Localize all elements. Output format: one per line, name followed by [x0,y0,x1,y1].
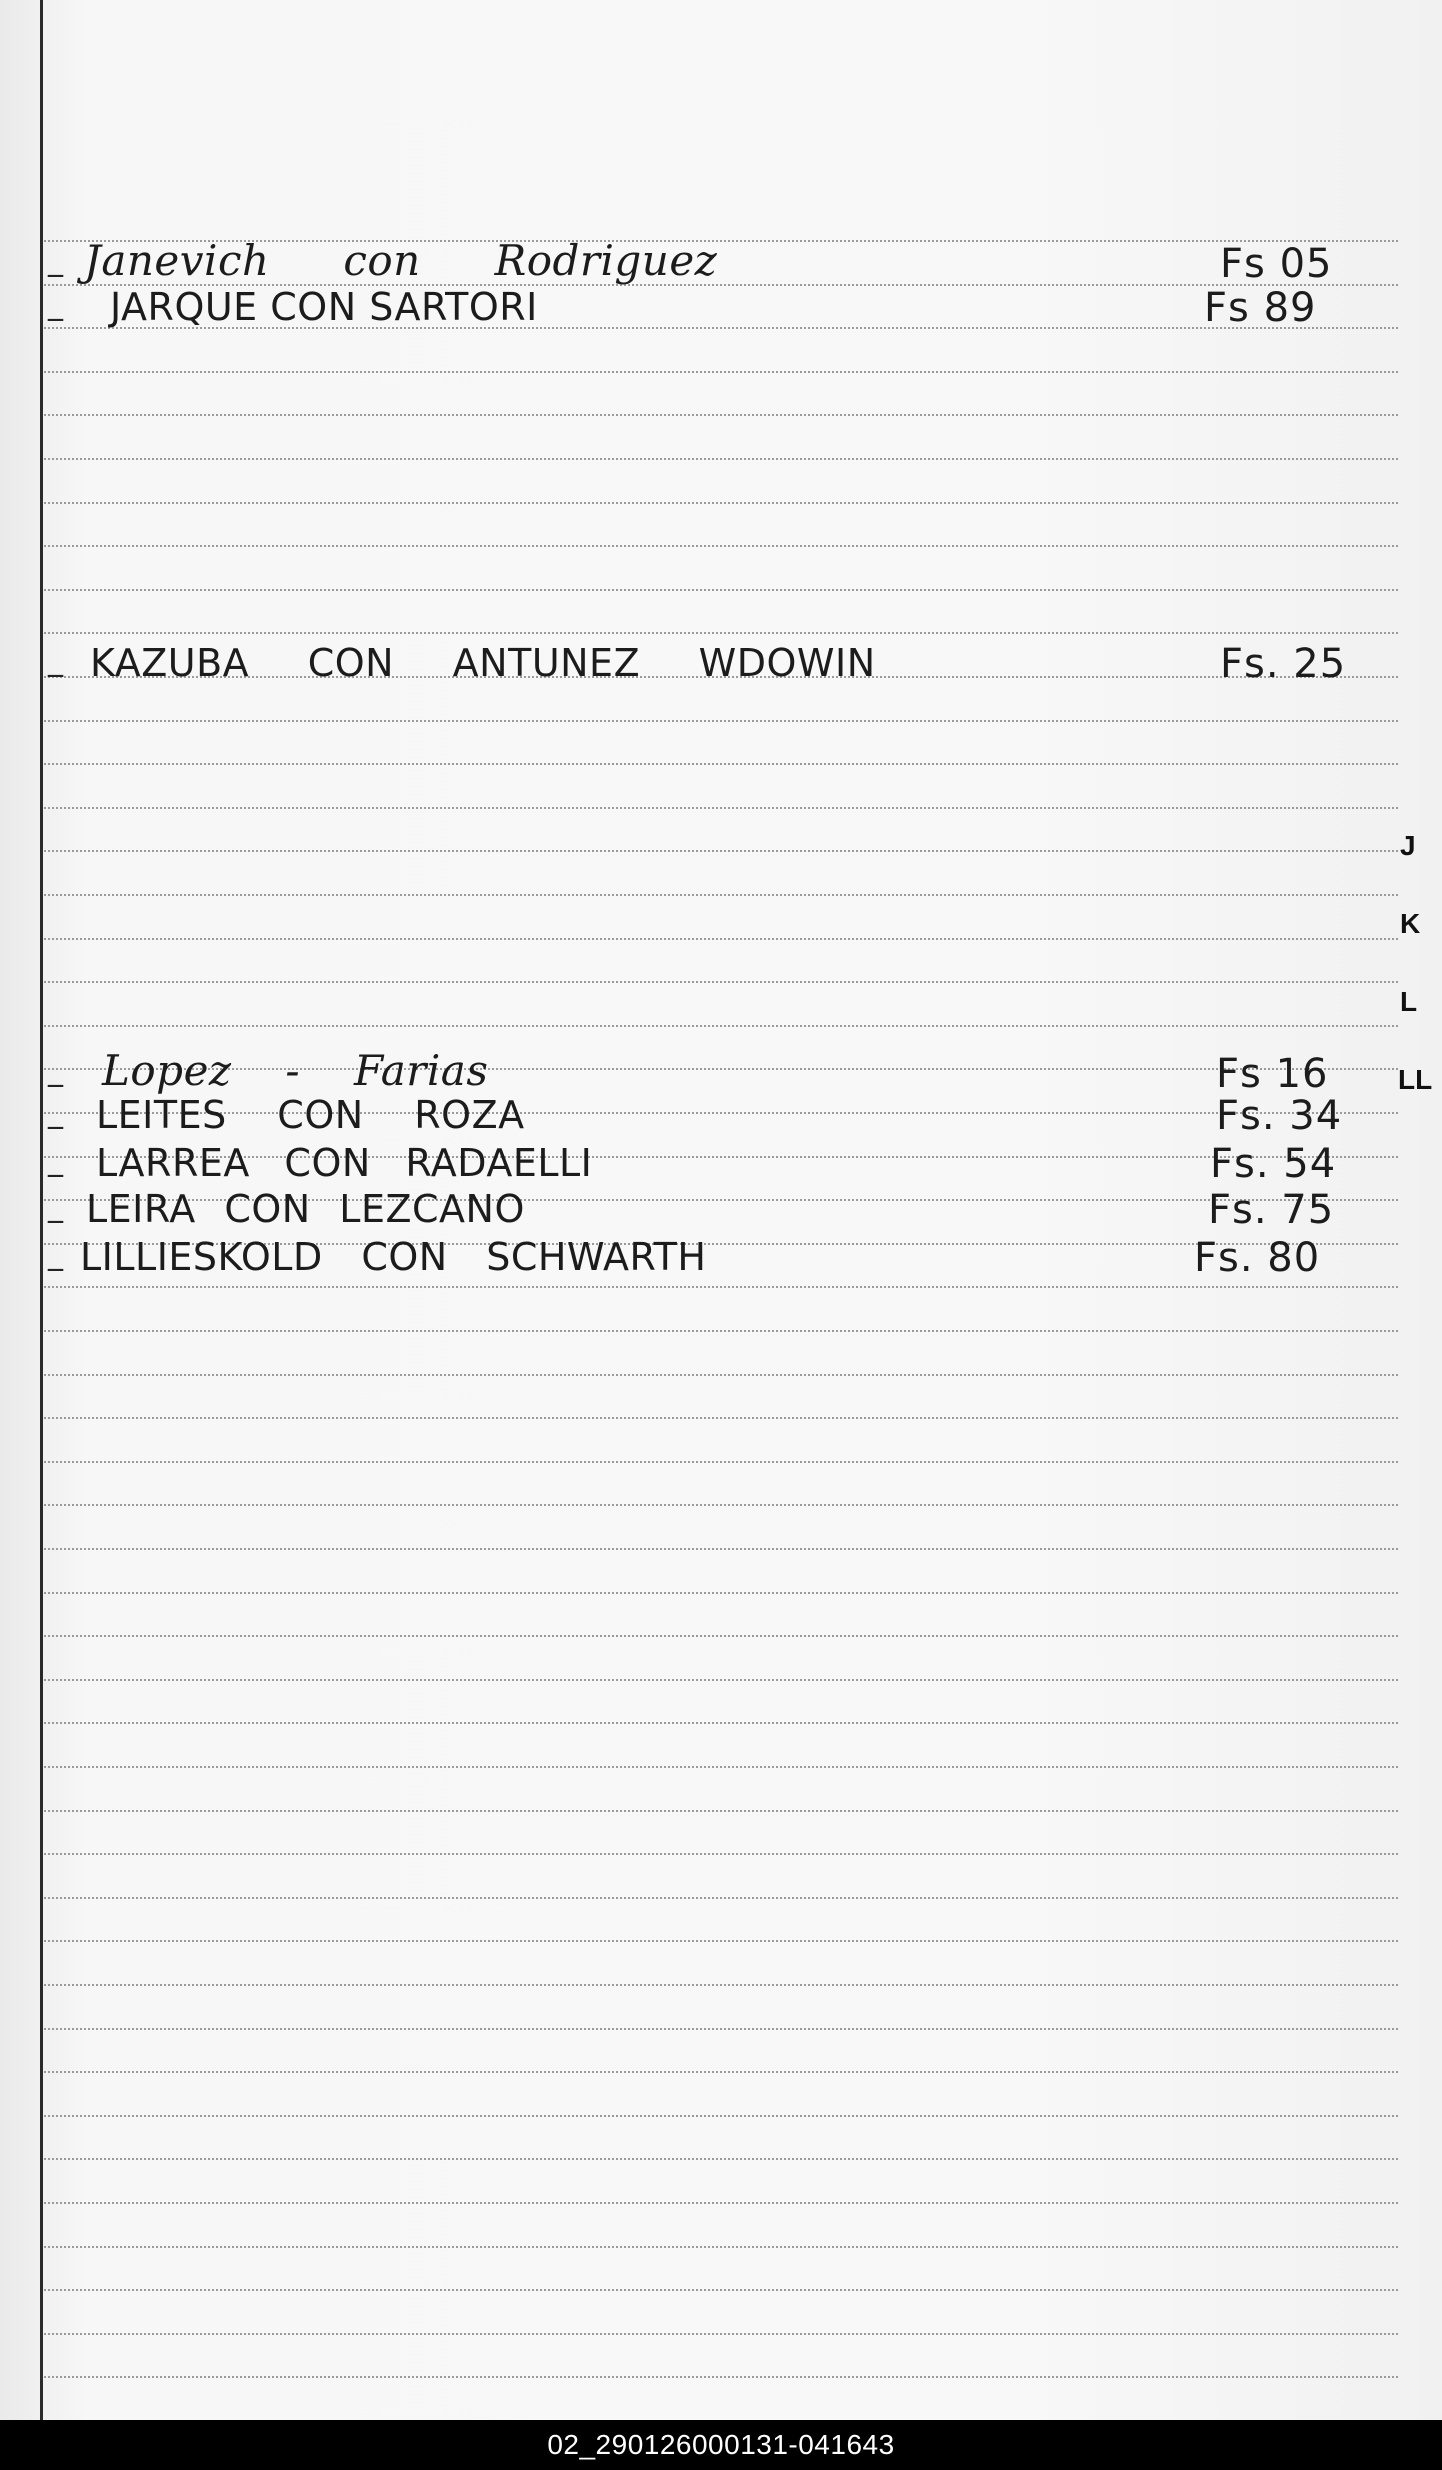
entry-folio: Fs 16 [1216,1051,1329,1097]
index-entry [44,640,1374,687]
entry-dash: _ [48,1143,63,1178]
entry-folio: Fs 89 [1204,285,1317,331]
scan-footer [0,2420,1442,2470]
index-entry [44,1046,1374,1097]
ruled-line [44,1330,1398,1332]
ruled-line [44,2246,1398,2248]
scan-id: 02_290126000131-041643 [547,2429,895,2460]
ruled-line [44,1374,1398,1376]
index-entry [44,1092,1374,1139]
entry-folio: Fs. 34 [1216,1093,1343,1139]
entry-dash: _ [48,287,63,322]
entry-dash: _ [48,1095,63,1130]
ruled-line [44,2158,1398,2160]
ruled-line [44,2115,1398,2117]
entry-folio: Fs. 25 [1220,641,1347,687]
entry-parties: LEIRA CON LEZCANO [86,1187,525,1231]
ruled-line [44,763,1398,765]
entry-folio: Fs. 54 [1210,1141,1337,1187]
ruled-line [44,502,1398,504]
ruled-line [44,414,1398,416]
entry-parties: Lopez - Farias [102,1046,489,1095]
entry-dash: _ [48,1189,63,1224]
tab-letter-l: L [1400,986,1418,1017]
entry-parties: JARQUE CON SARTORI [110,285,538,329]
ruled-line [44,1286,1398,1288]
entry-dash: _ [48,1237,63,1272]
index-entry [44,284,1374,331]
ruled-line [44,720,1398,722]
ruled-line [44,458,1398,460]
ruled-line [44,1940,1398,1942]
entry-folio: Fs. 75 [1208,1187,1335,1233]
entry-folio: Fs 05 [1220,241,1333,287]
ruled-line [44,2289,1398,2291]
index-entry [44,236,1374,287]
tab-letter-j: J [1400,830,1416,861]
entry-parties: LILLIESKOLD CON SCHWARTH [80,1235,707,1279]
ruled-line [44,2202,1398,2204]
ruled-line [44,1635,1398,1637]
ruled-line [44,1897,1398,1899]
ruled-line [44,589,1398,591]
ruled-line [44,1504,1398,1506]
ruled-line [44,1548,1398,1550]
ruled-line [44,894,1398,896]
margin-line [40,0,43,2420]
ruled-line [44,1853,1398,1855]
tab-letter-k: K [1400,908,1421,939]
ruled-line [44,1025,1398,1027]
ruled-line [44,1461,1398,1463]
ruled-line [44,2333,1398,2335]
entry-folio: Fs. 80 [1194,1235,1321,1281]
ruled-line [44,1810,1398,1812]
ruled-line [44,1984,1398,1986]
ruled-line [44,371,1398,373]
ruled-line [44,1417,1398,1419]
ruled-line [44,850,1398,852]
entry-dash: _ [48,643,63,678]
index-entry [44,1186,1374,1233]
entry-dash: _ [48,1053,63,1088]
ruled-line [44,632,1398,634]
entry-parties: Janevich con Rodriguez [84,236,718,285]
ruled-line [44,1766,1398,1768]
ruled-line [44,1722,1398,1724]
ruled-line [44,545,1398,547]
ruled-line [44,2028,1398,2030]
ruled-line [44,1679,1398,1681]
ruled-line [44,981,1398,983]
tab-letter-ll: LL [1398,1064,1433,1095]
entry-dash: _ [48,243,63,278]
ruled-line [44,2376,1398,2378]
entry-parties: KAZUBA CON ANTUNEZ WDOWIN [90,641,876,685]
index-entry [44,1234,1374,1281]
ruled-line [44,807,1398,809]
ruled-line [44,1592,1398,1594]
entry-parties: LEITES CON ROZA [96,1093,525,1137]
ruled-line [44,938,1398,940]
index-entry [44,1140,1374,1187]
ruled-line [44,2071,1398,2073]
entry-parties: LARREA CON RADAELLI [96,1141,593,1185]
